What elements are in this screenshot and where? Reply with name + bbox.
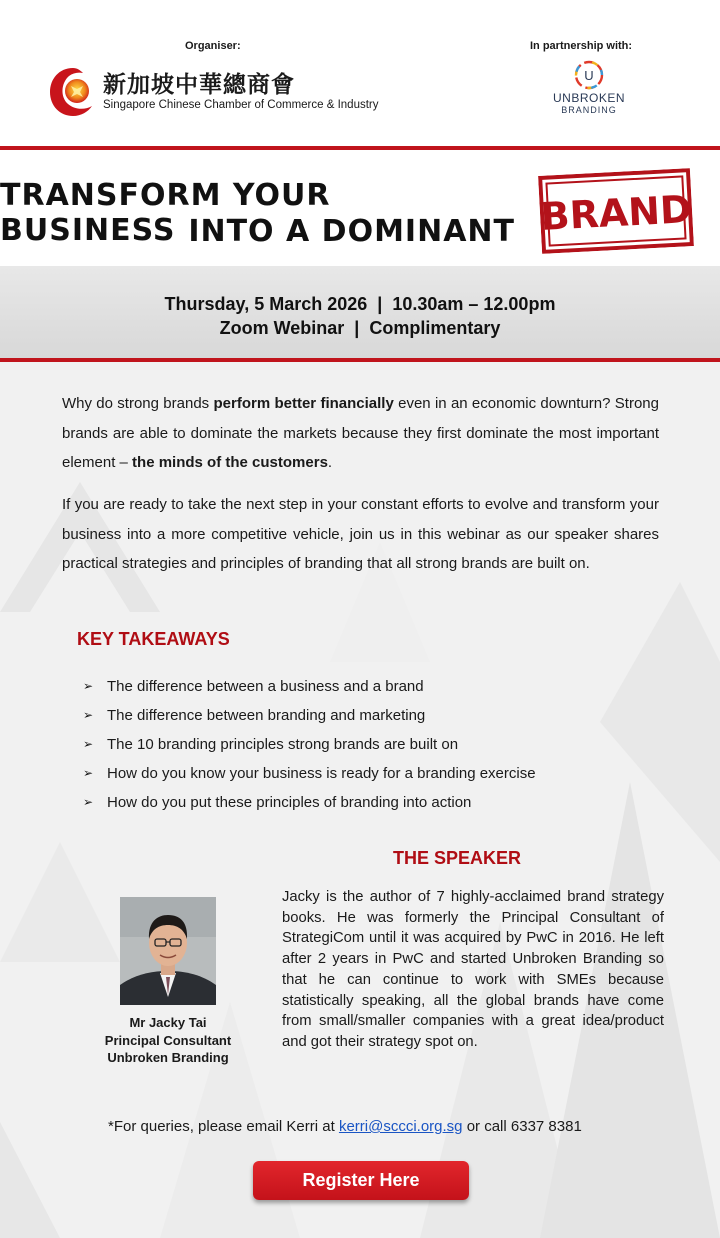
speaker-bio: Jacky is the author of 7 highly-acclaimed brand strategy books. He was formerly the Principal Consultant of StrategiCom until it was acquired by PwC in 2016. He left after 2 years in PwC and started Unbroken Branding so that he can continue to work with SMEs because statistically speaking, all the global brands have come from small/smaller companies with a great idea/product and got their strategy spot on. [282, 889, 664, 1050]
event-datetime: Thursday, 5 March 2026 | 10.30am – 12.00pm [164, 294, 556, 314]
sccci-name-en: Singapore Chinese Chamber of Commerce & Industry [103, 99, 379, 111]
partner-label: In partnership with: [530, 40, 633, 52]
queries-text: *For queries, please email Kerri at [108, 1118, 339, 1135]
sccci-logo [47, 64, 379, 120]
intro-text: even in an economic downturn? Strong brands are able to dominate the markets because they first dominate the most important element – [62, 395, 659, 471]
speaker-heading: THE SPEAKER [393, 848, 522, 868]
brand-stamp [538, 168, 694, 254]
queries-line [108, 1118, 582, 1135]
event-format: Zoom Webinar | Complimentary [219, 318, 501, 338]
takeaway-text: How do you put these principles of branding into action [107, 794, 472, 811]
arrow-bullet-icon: ➢ [83, 708, 94, 722]
key-takeaways-list [83, 672, 536, 817]
arrow-bullet-icon: ➢ [83, 795, 94, 809]
list-item [83, 759, 536, 788]
list-item [83, 730, 536, 759]
intro-emphasis-minds: the minds of the customers [132, 454, 328, 471]
email-link[interactable]: kerri@sccci.org.sg [338, 1118, 463, 1135]
speaker-photo [120, 897, 216, 1005]
unbroken-branding-logo [548, 58, 630, 116]
unbroken-badge-letter: U [584, 68, 594, 83]
takeaway-text: The 10 branding principles strong brands are built on [107, 736, 459, 753]
sccci-emblem-icon [47, 64, 99, 120]
unbroken-sub: BRANDING [561, 105, 617, 115]
arrow-bullet-icon: ➢ [83, 737, 94, 751]
register-button[interactable]: Register Here [253, 1161, 469, 1200]
unbroken-badge-icon [572, 58, 606, 92]
takeaway-text: The difference between a business and a brand [107, 678, 424, 695]
unbroken-name: UNBROKEN [552, 91, 625, 105]
arrow-bullet-icon: ➢ [83, 679, 94, 693]
brand-stamp-text: BRAND [539, 187, 693, 239]
queries-text: or call 6337 8381 [462, 1118, 582, 1135]
body-section [0, 362, 720, 1238]
speaker-company: Unbroken Branding [107, 1050, 229, 1065]
key-takeaways-heading: KEY TAKEAWAYS [77, 629, 230, 649]
takeaway-text: How do you know your business is ready for a branding exercise [107, 765, 536, 782]
speaker-name: Mr Jacky Tai [129, 1015, 207, 1030]
intro-paragraph-2: If you are ready to take the next step in your constant efforts to evolve and transform your business into a more competitive vehicle, join us in this webinar as our speaker shares practical strategies and principles of branding that all strong brands are built on. [62, 496, 659, 572]
speaker-caption [85, 1014, 251, 1067]
list-item [83, 701, 536, 730]
organiser-label: Organiser: [185, 40, 241, 52]
sccci-name-cn: 新加坡中華總商會 [103, 71, 295, 98]
title-line-2: INTO A DOMINANT [188, 214, 515, 249]
intro-text: Why do strong brands [62, 395, 214, 412]
intro-paragraph-1 [62, 389, 659, 478]
intro-emphasis-financial: perform better financially [213, 395, 394, 412]
list-item [83, 672, 536, 701]
title-band [0, 150, 720, 266]
title-line-1: TRANSFORM YOUR BUSINESS [0, 178, 331, 248]
logo-header [0, 0, 720, 146]
intro-text: . [327, 454, 333, 471]
arrow-bullet-icon: ➢ [83, 766, 94, 780]
event-info-band [0, 266, 720, 358]
speaker-role: Principal Consultant [104, 1032, 232, 1048]
takeaway-text: The difference between branding and marketing [107, 707, 426, 724]
list-item [83, 788, 536, 817]
